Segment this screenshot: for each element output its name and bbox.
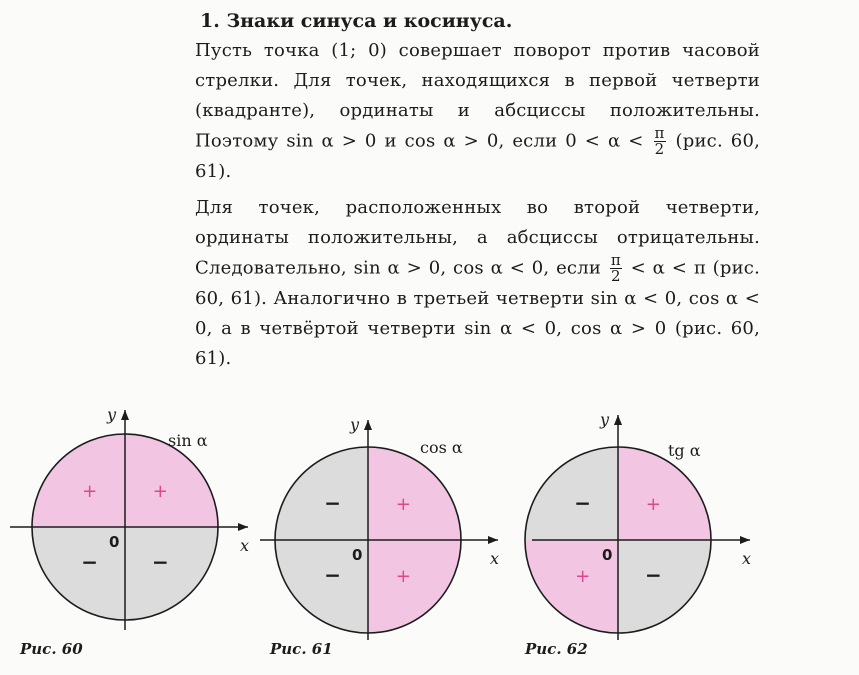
- x-axis-arrow: [740, 536, 750, 544]
- quadrant-q4-fill: [368, 540, 461, 633]
- function-label: tg α: [668, 441, 701, 460]
- figure-61-unit-circle: [250, 390, 520, 640]
- quadrant-q2-sign: −: [574, 491, 592, 516]
- paragraph-1-ref: (рис. 60, 61).: [195, 130, 761, 182]
- paragraph-1-inequality: 0 < α <: [565, 130, 644, 152]
- y-axis-label: y: [350, 415, 360, 434]
- figure-62-unit-circle: [510, 390, 780, 640]
- quadrant-q3-sign: +: [575, 565, 591, 587]
- text-block: [195, 8, 760, 374]
- fraction-pi-over-2: [610, 253, 622, 284]
- quadrant-q1-fill: [618, 447, 711, 540]
- x-axis-arrow: [238, 523, 248, 531]
- figure-60-caption: Рис. 60: [20, 640, 83, 658]
- figure-62-caption: Рис. 62: [525, 640, 588, 658]
- function-label: sin α: [168, 431, 208, 450]
- quadrant-q2-sign: +: [82, 481, 98, 503]
- origin-label: 0: [602, 546, 613, 564]
- x-axis-label: x: [490, 549, 500, 568]
- quadrant-q2-fill: [32, 434, 125, 527]
- figure-60-unit-circle: [0, 390, 280, 640]
- y-axis-arrow: [121, 410, 129, 420]
- quadrant-q4-fill: [618, 540, 711, 633]
- x-axis-arrow: [488, 536, 498, 544]
- fraction-denominator: 2: [654, 140, 665, 158]
- y-axis-label: y: [600, 410, 610, 429]
- figure-61-caption: Рис. 61: [270, 640, 333, 658]
- function-label: cos α: [420, 438, 463, 457]
- quadrant-q4-fill: [125, 527, 218, 620]
- paragraph-2-text: Для точек, расположенных во второй четверти, ординаты положительны, а абсциссы отрицательны. Следовательно, sin α > 0, cos α < 0, если: [195, 197, 760, 279]
- x-axis-label: x: [742, 549, 752, 568]
- quadrant-q4-sign: −: [151, 549, 169, 574]
- quadrant-q3-sign: −: [324, 562, 342, 587]
- figures-row: [0, 390, 859, 675]
- quadrant-q1-sign: +: [645, 494, 661, 516]
- quadrant-q2-sign: −: [324, 491, 342, 516]
- section-heading: 1. Знаки синуса и косинуса.: [200, 10, 513, 32]
- fraction-numerator: π: [654, 124, 665, 142]
- quadrant-q1-sign: +: [152, 481, 168, 503]
- quadrant-q3-sign: −: [81, 549, 99, 574]
- paragraph-2-rest: < α < π (рис. 60, 61). Аналогично в третьей четверти sin α < 0, cos α < 0, а в четвёртой четверти sin α < 0, cos α > 0 (рис. 60, 61).: [195, 257, 760, 369]
- fraction-pi-over-2: [654, 126, 666, 157]
- fraction-numerator: π: [610, 251, 621, 269]
- y-axis-arrow: [614, 415, 622, 425]
- quadrant-q1-fill: [368, 447, 461, 540]
- quadrant-q4-sign: −: [644, 562, 662, 587]
- quadrant-q2-fill: [525, 447, 618, 540]
- y-axis-label: y: [107, 405, 117, 424]
- fraction-denominator: 2: [610, 267, 621, 285]
- paragraph-1-text: Пусть точка (1; 0) совершает поворот против часовой стрелки. Для точек, находящихся в первой четверти (квадранте), ординаты и абсциссы положительны. Поэтому sin α > 0 и cos α > 0, если: [195, 40, 760, 152]
- paragraph-2: [195, 193, 760, 374]
- origin-label: 0: [109, 533, 120, 551]
- origin-label: 0: [352, 546, 363, 564]
- y-axis-arrow: [364, 420, 372, 430]
- quadrant-q4-sign: +: [395, 565, 411, 587]
- paragraph-1: [195, 36, 760, 187]
- quadrant-q2-fill: [275, 447, 368, 540]
- x-axis-label: x: [240, 536, 250, 555]
- quadrant-q1-sign: +: [395, 494, 411, 516]
